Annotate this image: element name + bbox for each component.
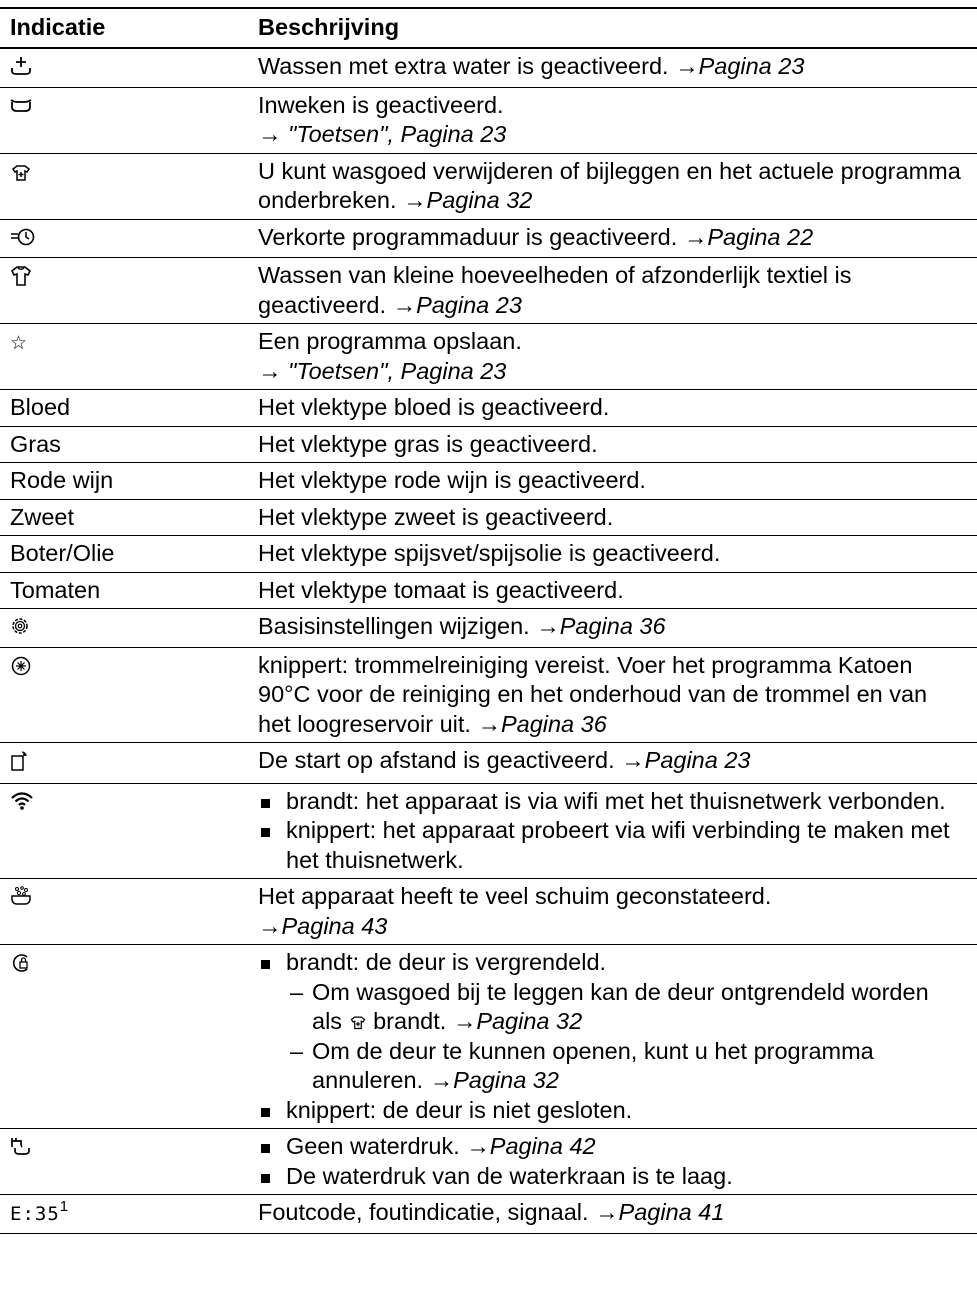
water-tap-icon xyxy=(10,1136,32,1156)
row-text: Het vlektype gras is geactiveerd. xyxy=(246,426,977,463)
row-text: Inweken is geactiveerd. xyxy=(258,91,504,118)
header-beschrijving: Beschrijving xyxy=(246,8,977,48)
remote-start-icon xyxy=(10,750,30,772)
bullet-list xyxy=(258,787,963,876)
table-row: $E:35^1$ Foutcode, foutindicatie, signaal. →Pagina 41 xyxy=(0,1195,977,1234)
row-text: Verkorte programmaduur is geactiveerd. xyxy=(258,223,678,250)
wifi-icon xyxy=(10,791,34,811)
page-reference: "Toetsen", Pagina 23 xyxy=(288,357,507,384)
row-text: Het vlektype zweet is geactiveerd. xyxy=(246,499,977,536)
list-item: – Om wasgoed bij te leggen kan de deur ontgrendeld worden als brandt. →Pagina 32 xyxy=(286,978,963,1037)
table-row: Wassen van kleine hoeveelheden of afzonderlijk textiel is geactiveerd. →Pagina 23 xyxy=(0,258,977,324)
door-lock-icon xyxy=(10,952,32,974)
page-reference: Pagina 32 xyxy=(426,187,533,213)
table-row xyxy=(0,945,977,1129)
add-laundry-icon xyxy=(10,161,32,183)
row-text: Het vlektype tomaat is geactiveerd. xyxy=(246,572,977,609)
indicator-label: Boter/Olie xyxy=(0,536,246,573)
table-row: Het apparaat heeft te veel schuim geconstateerd. →Pagina 43 xyxy=(0,879,977,945)
table-row xyxy=(0,783,977,879)
page-reference: Pagina 42 xyxy=(489,1133,596,1159)
settings-gear-icon xyxy=(10,616,30,636)
table-row xyxy=(0,572,977,609)
indicator-label: Bloed xyxy=(0,390,246,427)
dash-list xyxy=(286,978,963,1096)
page-reference: Pagina 23 xyxy=(416,291,522,318)
add-laundry-icon xyxy=(349,1013,367,1031)
list-item: knippert: het apparaat probeert via wifi verbinding te maken met het thuisnetwerk. xyxy=(258,816,963,875)
speed-timer-icon xyxy=(10,227,36,247)
list-item: brandt: het apparaat is via wifi met het thuisnetwerk verbonden. xyxy=(258,787,963,817)
bullet-list xyxy=(258,1132,963,1191)
table-row: Basisinstellingen wijzigen. →Pagina 36 xyxy=(0,609,977,648)
shirt-icon xyxy=(10,265,32,287)
foam-icon xyxy=(10,886,32,906)
list-item: De waterdruk van de waterkraan is te laag. xyxy=(258,1162,963,1192)
table-row xyxy=(0,499,977,536)
header-indicatie: Indicatie xyxy=(0,8,246,48)
row-text: Het vlektype rode wijn is geactiveerd. xyxy=(246,463,977,500)
page-reference: Pagina 32 xyxy=(476,1008,583,1034)
bullet-list xyxy=(258,948,963,1125)
page-reference: Pagina 36 xyxy=(559,613,666,639)
indicator-label: Gras xyxy=(0,426,246,463)
table-row: ☆ Een programma opslaan. → "Toetsen", Pagina 23 xyxy=(0,324,977,390)
star-icon: ☆ xyxy=(10,332,28,354)
table-row: knippert: trommelreiniging vereist. Voer het programma Katoen 90°C voor de reiniging en het onderhoud van de trommel en van het loogreservoir uit. →Pagina 36 xyxy=(0,647,977,743)
row-text: Het vlektype bloed is geactiveerd. xyxy=(246,390,977,427)
footnote-marker: 1 xyxy=(59,1198,69,1216)
soak-tub-icon xyxy=(10,97,32,113)
table-row: U kunt wasgoed verwijderen of bijleggen en het actuele programma onderbreken. →Pagina 32 xyxy=(0,153,977,219)
table-header-row xyxy=(0,8,977,48)
table-row xyxy=(0,390,977,427)
row-text: Basisinstellingen wijzigen. xyxy=(258,613,530,639)
row-text: Wassen van kleine hoeveelheden of afzonderlijk textiel is geactiveerd. xyxy=(258,262,852,318)
page-reference: Pagina 43 xyxy=(281,912,388,939)
page-reference: Pagina 32 xyxy=(453,1067,559,1093)
row-text: Het apparaat heeft te veel schuim geconstateerd. xyxy=(258,883,772,909)
error-code-display: E:35 xyxy=(10,1203,60,1225)
row-text: De start op afstand is geactiveerd. xyxy=(258,747,615,773)
indicator-label: Zweet xyxy=(0,499,246,536)
table-row: Inweken is geactiveerd. → "Toetsen", Pagina 23 xyxy=(0,87,977,153)
page-reference: Pagina 23 xyxy=(698,53,805,79)
table-row: De start op afstand is geactiveerd. →Pagina 23 xyxy=(0,743,977,784)
indicator-label: Tomaten xyxy=(0,572,246,609)
row-text: Een programma opslaan. xyxy=(258,328,522,354)
page-reference: "Toetsen", Pagina 23 xyxy=(288,121,507,147)
drum-clean-icon xyxy=(10,655,32,677)
table-row xyxy=(0,536,977,573)
table-row: Wassen met extra water is geactiveerd. →Pagina 23 xyxy=(0,48,977,87)
page-reference: Pagina 36 xyxy=(500,710,607,737)
row-text: U kunt wasgoed verwijderen of bijleggen en het actuele programma onderbreken. xyxy=(258,157,961,213)
list-item: brandt: de deur is vergrendeld. – Om wasgoed bij te leggen kan de deur ontgrendeld worden als brandt. →Pagina 32 – Om de deur te kunnen openen, kunt u het programma annuleren. →Pagina 32 xyxy=(258,948,963,1096)
indicator-label: Rode wijn xyxy=(0,463,246,500)
row-text: knippert: trommelreiniging vereist. Voer het programma Katoen 90°C voor de reiniging en het onderhoud van de trommel en van het loogreservoir uit. xyxy=(258,651,928,737)
indicator-table xyxy=(0,7,977,1234)
row-text: Foutcode, foutindicatie, signaal. xyxy=(258,1199,589,1225)
table-row xyxy=(0,1129,977,1195)
row-text: Wassen met extra water is geactiveerd. xyxy=(258,53,669,79)
water-plus-icon xyxy=(10,56,32,76)
list-item: knippert: de deur is niet gesloten. xyxy=(258,1096,963,1126)
row-text: Het vlektype spijsvet/spijsolie is geactiveerd. xyxy=(246,536,977,573)
page-reference: Pagina 22 xyxy=(707,223,814,250)
table-row xyxy=(0,463,977,500)
page-reference: Pagina 23 xyxy=(644,747,751,773)
list-item: Geen waterdruk. →Pagina 42 xyxy=(258,1132,963,1162)
page-reference: Pagina 41 xyxy=(618,1199,725,1225)
table-row: Verkorte programmaduur is geactiveerd. →Pagina 22 xyxy=(0,219,977,258)
table-row xyxy=(0,426,977,463)
list-item: – Om de deur te kunnen openen, kunt u het programma annuleren. →Pagina 32 xyxy=(286,1037,963,1096)
